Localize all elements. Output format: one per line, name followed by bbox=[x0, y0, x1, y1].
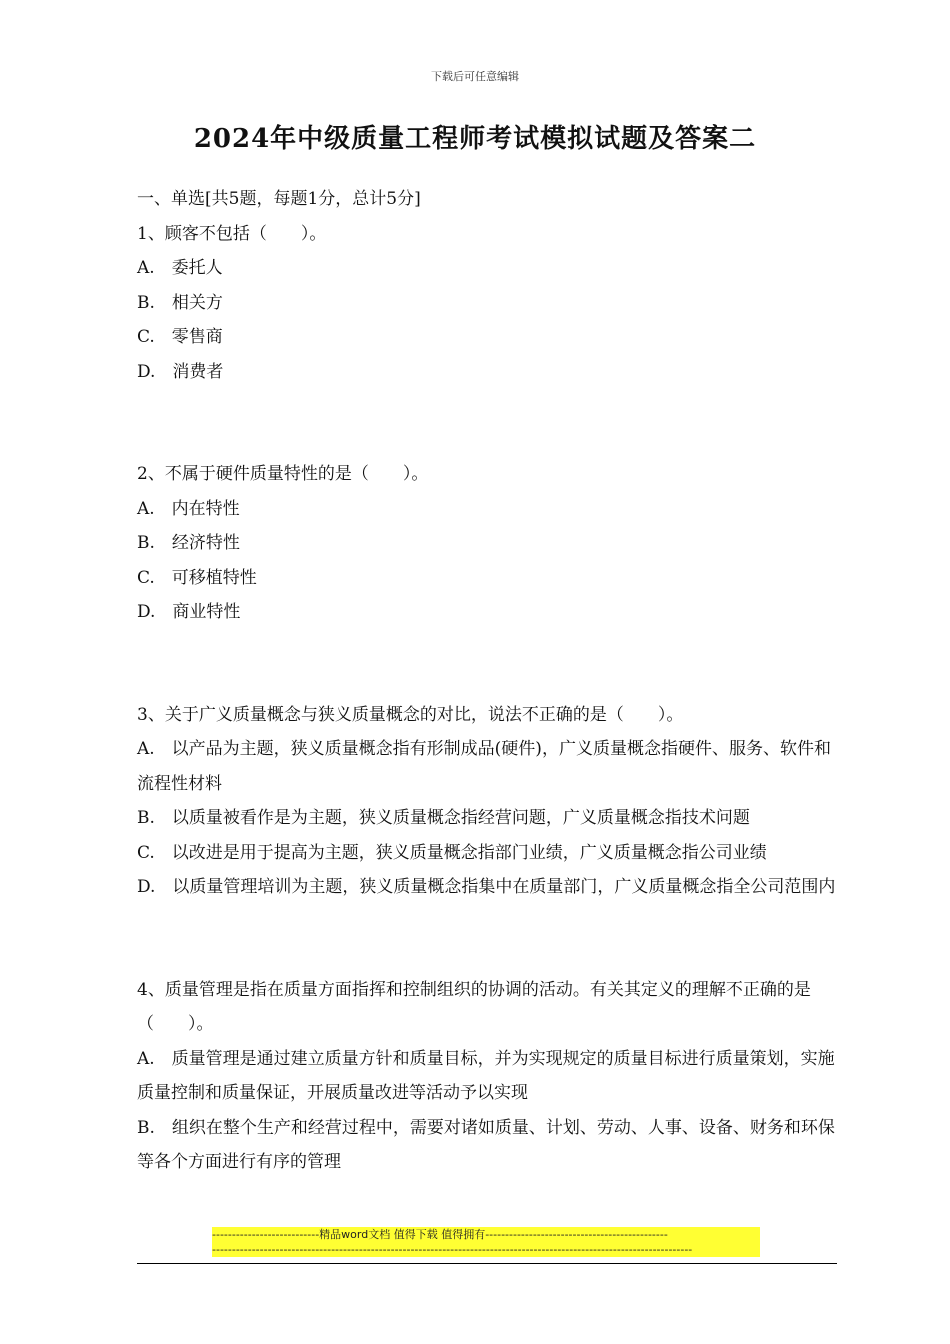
question-4 bbox=[137, 973, 847, 1180]
footer-banner-line-2: ------------------------------------------------------------------------------------------------------------------------- bbox=[212, 1243, 693, 1256]
option-b: B. 经济特性 bbox=[137, 533, 240, 553]
option-c: C. 以改进是用于提高为主题，狭义质量概念指部门业绩，广义质量概念指公司业绩 bbox=[137, 842, 767, 863]
option-a: A. 质量管理是通过建立质量方针和质量目标，并为实现规定的质量目标进行质量策划，实施质量控制和质量保证，开展质量改进等活动予以实现 bbox=[137, 1048, 835, 1103]
header-note: 下载后可任意编辑 bbox=[431, 70, 519, 83]
option-b: B. 组织在整个生产和经营过程中，需要对诸如质量、计划、劳动、人事、设备、财务和环保等各个方面进行有序的管理 bbox=[137, 1117, 835, 1172]
document-body bbox=[137, 182, 847, 1180]
document-title: 2024年中级质量工程师考试模拟试题及答案二 bbox=[193, 124, 757, 154]
question-stem: 1、顾客不包括（ ）。 bbox=[137, 223, 327, 244]
option-a: A. 委托人 bbox=[137, 258, 223, 278]
option-d: D. 以质量管理培训为主题，狭义质量概念指集中在质量部门，广义质量概念指全公司范围内 bbox=[137, 877, 836, 897]
option-a: A. 以产品为主题，狭义质量概念指有形制成品(硬件)，广义质量概念指硬件、服务、软件和流程性材料 bbox=[137, 739, 831, 794]
option-b: B. 相关方 bbox=[137, 292, 223, 313]
footer-banner bbox=[212, 1227, 760, 1257]
section-heading: 一、单选[共5题，每题1分，总计5分] bbox=[137, 189, 421, 209]
option-a: A. 内在特性 bbox=[137, 498, 240, 519]
footer-banner-line-1: ---------------------------精品word文档 值得下载 值得拥有---------------------------------------------- bbox=[212, 1228, 668, 1241]
question-stem: 3、关于广义质量概念与狭义质量概念的对比，说法不正确的是（ ）。 bbox=[137, 704, 684, 725]
question-2 bbox=[137, 457, 847, 630]
question-stem: 2、不属于硬件质量特性的是（ ）。 bbox=[137, 464, 429, 484]
option-d: D. 消费者 bbox=[137, 361, 224, 382]
footer-divider bbox=[137, 1263, 837, 1264]
question-1 bbox=[137, 217, 847, 390]
question-3 bbox=[137, 698, 847, 905]
option-d: D. 商业特性 bbox=[137, 602, 241, 622]
question-stem: 4、质量管理是指在质量方面指挥和控制组织的协调的活动。有关其定义的理解不正确的是（ ）。 bbox=[137, 979, 811, 1034]
option-c: C. 零售商 bbox=[137, 327, 223, 347]
option-b: B. 以质量被看作是为主题，狭义质量概念指经营问题，广义质量概念指技术问题 bbox=[137, 808, 750, 828]
option-c: C. 可移植特性 bbox=[137, 567, 257, 588]
